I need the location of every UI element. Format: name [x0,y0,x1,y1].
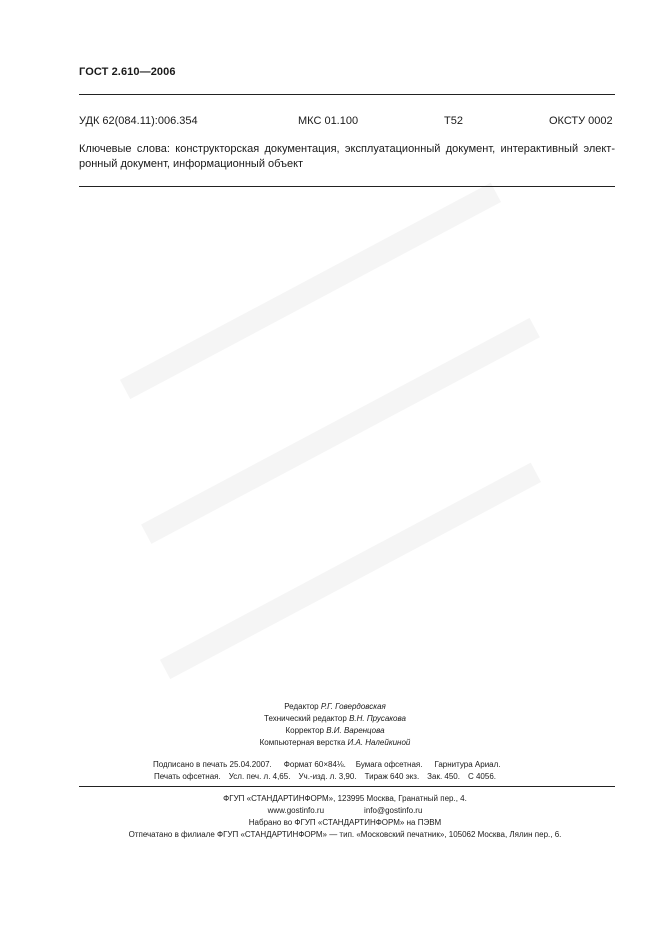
credit-corrector [190,725,480,737]
print-tirazh: Тираж 640 экз. [364,772,420,781]
keywords-paragraph [79,142,615,172]
credit-role: Редактор [284,702,319,711]
mks-code: МКС 01.100 [298,115,359,127]
publisher-email: info@gostinfo.ru [364,806,423,815]
credit-tech-editor [190,713,480,725]
credit-name: В.Н. Прусакова [349,714,406,723]
credit-role: Корректор [285,726,324,735]
print-uch-izd: Уч.-изд. л. 3,90. [298,772,357,781]
print-signed: Подписано в печать 25.04.2007. [153,760,272,769]
keywords-line-1: Ключевые слова: конструкторская документация, эксплуатационный документ, интерактивный элект- [79,143,615,155]
credit-editor [190,701,480,713]
keywords-line-2: ронный документ, информационный объект [79,158,304,170]
watermark-decoration [60,170,620,730]
okstu-code: ОКСТУ 0002 [549,115,613,127]
credit-role: Технический редактор [264,714,347,723]
credit-layout [190,737,480,749]
print-usl-pech: Усл. печ. л. 4,65. [228,772,291,781]
print-info-line-1 [120,759,540,771]
keywords-divider [79,186,615,187]
publisher-typeset: Набрано во ФГУП «СТАНДАРТИНФОРМ» на ПЭВМ [248,818,442,827]
print-type: Печать офсетная. [154,772,221,781]
publisher-divider [79,786,615,787]
print-c: С 4056. [467,772,496,781]
credit-name: В.И. Варенцова [326,726,385,735]
udk-code: УДК 62(084.11):006.354 [79,115,198,127]
print-zak: Зак. 450. [427,772,460,781]
group-code: Т52 [444,115,463,127]
publisher-address: ФГУП «СТАНДАРТИНФОРМ», 123995 Москва, Гранатный пер., 4. [223,794,467,803]
print-format: Формат 60×84⅛. [283,760,346,769]
credit-role: Компьютерная верстка [259,738,346,747]
credit-name: Р.Г. Говердовская [320,702,386,711]
publisher-printed: Отпечатано в филиале ФГУП «СТАНДАРТИНФОРМ» — тип. «Московский печатник», 105062 Москва, Лялин пер., 6. [128,830,562,839]
print-font: Гарнитура Ариал. [434,760,501,769]
credits-block [190,701,480,749]
header-divider [79,94,615,95]
print-info-line-2 [120,771,540,783]
print-paper: Бумага офсетная. [355,760,423,769]
publisher-block [90,793,600,841]
credit-name: И.А. Налейкиной [347,738,411,747]
standard-code-title: ГОСТ 2.610—2006 [79,66,176,78]
print-info-block [120,759,540,783]
publisher-web: www.gostinfo.ru [267,806,325,815]
publisher-contacts [90,805,600,817]
